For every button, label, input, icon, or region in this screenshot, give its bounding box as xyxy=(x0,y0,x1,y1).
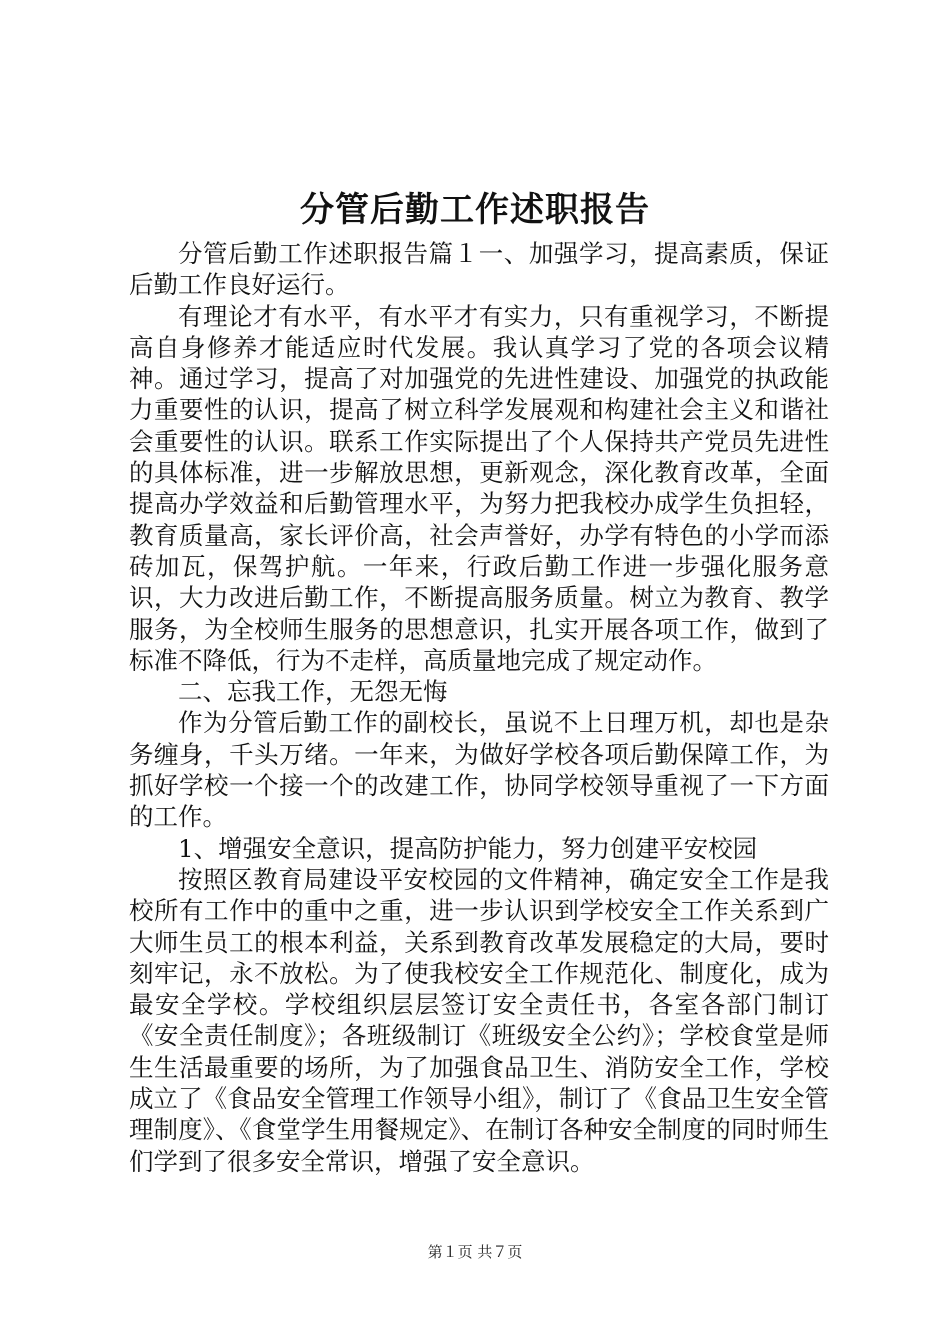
document-body xyxy=(129,238,829,1177)
paragraph-safety: 按照区教育局建设平安校园的文件精神，确定安全工作是我校所有工作中的重中之重，进一步认识到学校安全工作关系到广大师生员工的根本利益，关系到教育改革发展稳定的大局，要时刻牢记，永不放松。为了使我校安全工作规范化、制度化，成为最安全学校。学校组织层层签订安全责任书，各室各部门制订《安全责任制度》；各班级制订《班级安全公约》；学校食堂是师生生活最重要的场所，为了加强食品卫生、消防安全工作，学校成立了《食品安全管理工作领导小组》，制订了《食品卫生安全管理制度》、《食堂学生用餐规定》、在制订各种安全制度的同时师生们学到了很多安全常识，增强了安全意识。 xyxy=(129,864,829,1176)
page-footer: 第１页 共７页 xyxy=(427,1243,523,1261)
paragraph-study: 有理论才有水平，有水平才有实力，只有重视学习，不断提高自身修养才能适应时代发展。我认真学习了党的各项会议精神。通过学习，提高了对加强党的先进性建设、加强党的执政能力重要性的认识，提高了树立科学发展观和构建社会主义和谐社会重要性的认识。联系工作实际提出了个人保持共产党员先进性的具体标准，进一步解放思想，更新观念，深化教育改革，全面提高办学效益和后勤管理水平，为努力把我校办成学生负担轻，教育质量高，家长评价高，社会声誉好，办学有特色的小学而添砖加瓦，保驾护航。一年来，行政后勤工作进一步强化服务意识，大力改进后勤工作，不断提高服务质量。树立为教育、教学服务，为全校师生服务的思想意识，扎实开展各项工作，做到了标准不降低，行为不走样，高质量地完成了规定动作。 xyxy=(129,301,829,675)
document-title: 分管后勤工作述职报告 xyxy=(300,190,650,230)
paragraph-role: 作为分管后勤工作的副校长，虽说不上日理万机，却也是杂务缠身，千头万绪。一年来，为做好学校各项后勤保障工作，为抓好学校一个接一个的改建工作，协同学校领导重视了一下方面的工作。 xyxy=(129,708,829,832)
paragraph-intro: 分管后勤工作述职报告篇１一、加强学习，提高素质，保证后勤工作良好运行。 xyxy=(129,239,829,300)
subsection-heading-1: 1、增强安全意识，提高防护能力，努力创建平安校园 xyxy=(178,833,758,863)
section-heading-2: 二、忘我工作，无怨无悔 xyxy=(178,677,448,707)
